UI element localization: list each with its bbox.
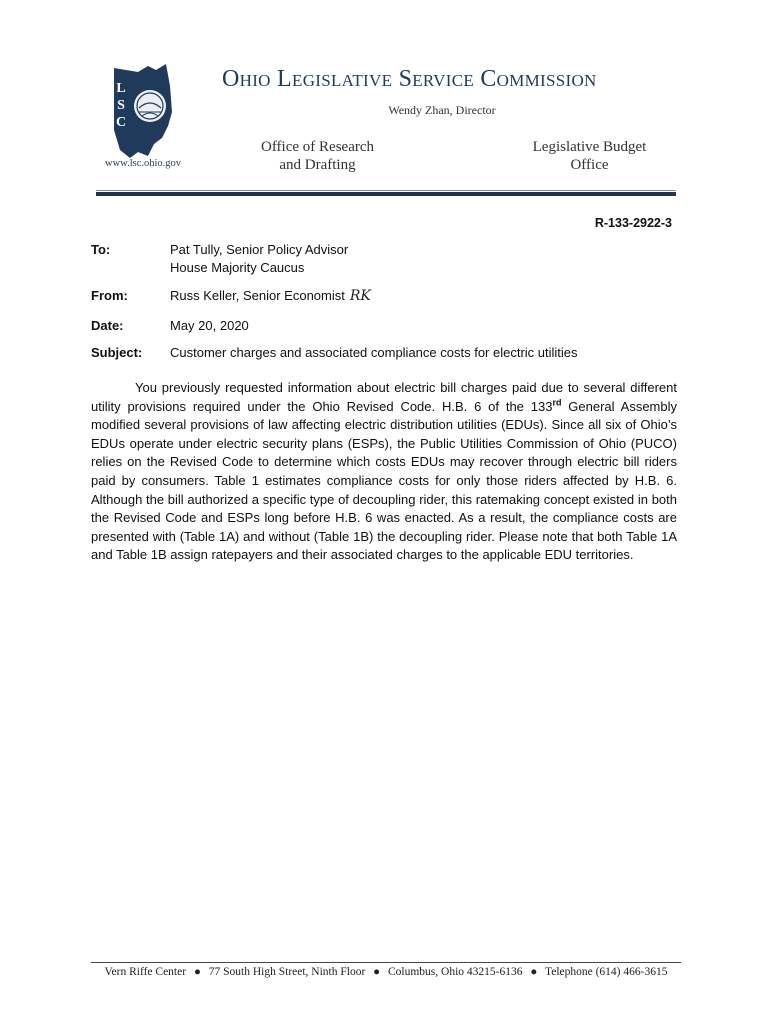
footer-address [91,966,681,978]
footer-street: 77 South High Street, Ninth Floor [208,966,366,978]
office-right-line-2: Office [570,157,609,173]
subject-label: Subject: [91,345,143,360]
office-left-line-1: Office of Research [261,139,374,155]
date-label: Date: [91,318,124,333]
subject-value: Customer charges and associated compliance costs for electric utilities [170,345,578,360]
body-text-part-1: You previously requested information about electric bill charges paid due to several different utility provisions required under the Ohio Revised Code. H.B. 6 of the 133 [91,380,677,414]
to-line-1: Pat Tully, Senior Policy Advisor [170,242,349,257]
footer-city: Columbus, Ohio 43215-6136 [388,966,523,978]
to-line-2: House Majority Caucus [170,260,305,275]
body-paragraph [91,379,677,565]
footer-building: Vern Riffe Center [104,966,187,978]
from-name: Russ Keller, Senior Economist [170,288,345,303]
director-name: Wendy Zhan, Director [388,103,496,117]
website-url: www.lsc.ohio.gov [105,158,182,169]
to-label: To: [91,242,111,257]
to-value [170,241,690,277]
from-value [170,287,690,305]
body-text-part-2: General Assembly modified several provisions of law affecting electric distribution utilities (EDUs). Since all six of Ohio’s EDUs operate under electric security plans (ESPs), the Public Utilities Commission of Ohio (PUCO) relies on the Revised Code to determine which costs EDUs may recover through electric bill riders paid by consumers. Table 1 estimates compliance costs for only those riders affected by H.B. 6. Although the bill authorized a specific type of decoupling rider, this ratemaking concept existed in both the Revised Code and ESPs long before H.B. 6 was enacted. As a result, the compliance costs are presented with (Table 1A) and without (Table 1B) the decoupling rider. Please note that both Table 1A and Table 1B assign ratepayers and their associated charges to the applicable EDU territories. [91,398,677,563]
footer-bullet: ● [530,966,538,978]
footer-divider [91,962,681,963]
reference-number: R-133-2922-3 [594,216,672,230]
office-research-drafting [240,138,395,174]
office-right-line-1: Legislative Budget [532,139,647,155]
header-divider-thin [96,190,676,191]
office-budget [512,138,667,174]
footer-bullet: ● [193,966,201,978]
lsc-ohio-logo [108,60,196,164]
from-label: From: [91,288,128,303]
footer-bullet: ● [373,966,381,978]
header-divider-thick [96,192,676,196]
ordinal-superscript: rd [552,397,562,408]
footer-phone: Telephone (614) 466-3615 [545,966,668,978]
date-value: May 20, 2020 [170,318,249,333]
office-left-line-2: and Drafting [279,157,356,173]
org-title: Ohio Legislative Service Commission [222,66,597,92]
seal-text: LSC [116,81,127,130]
author-initials-signature: RK [349,288,371,304]
